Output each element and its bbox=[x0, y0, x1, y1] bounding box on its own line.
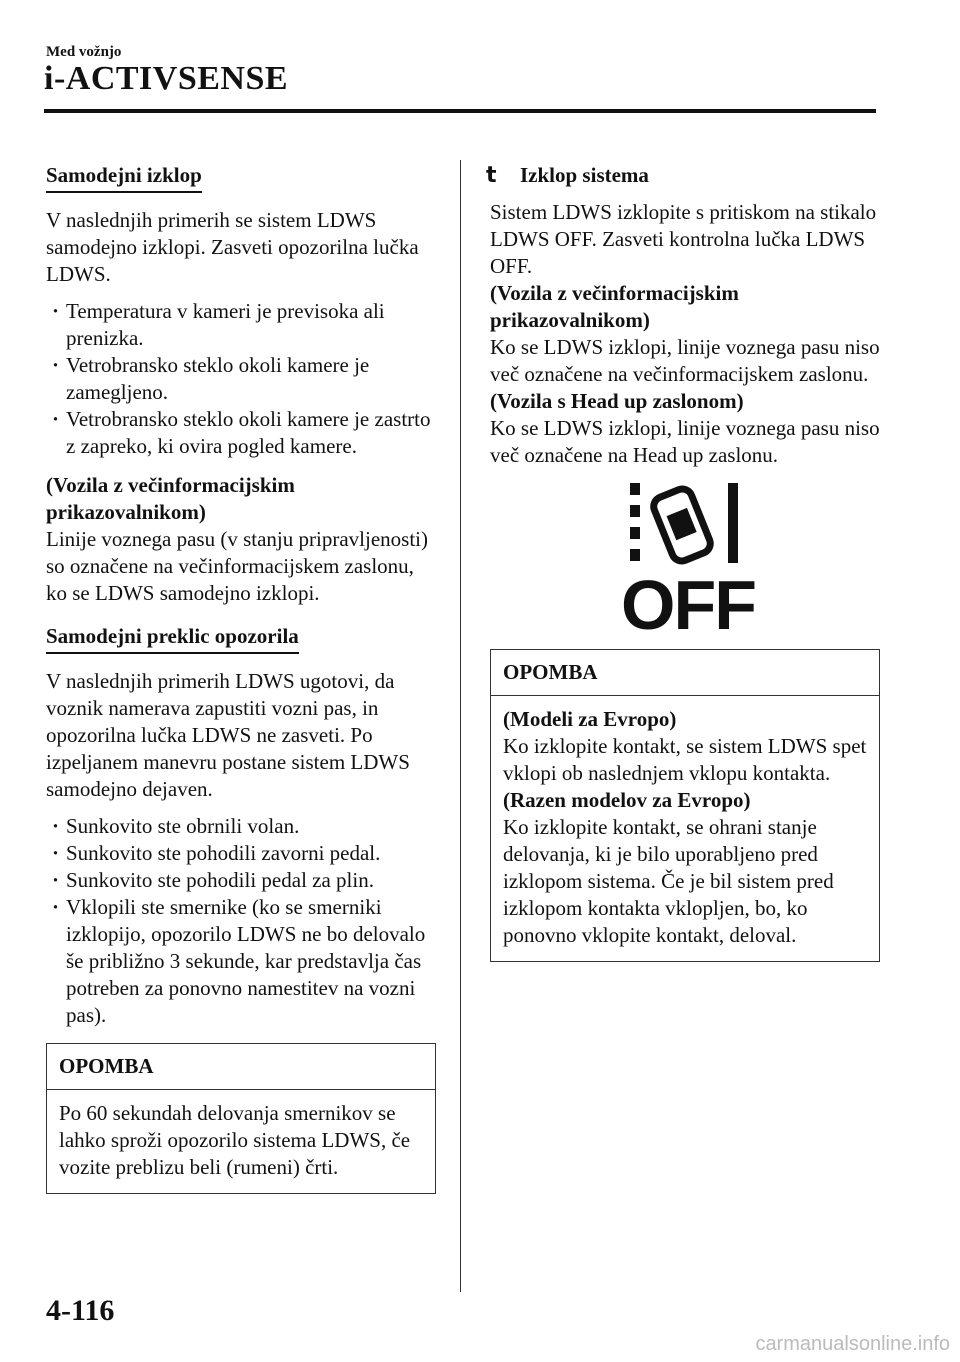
list-item: · Vetrobransko steklo okoli kamere je zastrto z zapreko, ki ovira pogled kamere. bbox=[46, 406, 436, 460]
other-label: (Razen modelov za Evropo) bbox=[503, 788, 751, 812]
list-item: · Temperatura v kameri je previsoka ali prenizka. bbox=[46, 298, 436, 352]
list-item: · Vklopili ste smernike (ko se smerniki izklopijo, opozorilo LDWS ne bo delovalo še približno 3 sekunde, kar predstavlja čas potreben za ponovno namestitev na vozni pas). bbox=[46, 894, 436, 1029]
list-item: · Sunkovito ste pohodili pedal za plin. bbox=[46, 867, 436, 894]
list-item: · Vetrobransko steklo okoli kamere je zamegljeno. bbox=[46, 352, 436, 406]
list-item: · Sunkovito ste pohodili zavorni pedal. bbox=[46, 840, 436, 867]
list-item: · Sunkovito ste obrnili volan. bbox=[46, 813, 436, 840]
v2-label: (Vozila s Head up zaslonom) bbox=[490, 389, 744, 413]
heading-warning-cancel: Samodejni preklic opozorila bbox=[46, 623, 299, 654]
heading-text: Izklop sistema bbox=[520, 163, 649, 187]
right-column bbox=[486, 162, 880, 962]
ldws-off-icon bbox=[620, 479, 760, 639]
vehicle-text: Linije voznega pasu (v stanju pripravljenosti) so označene na večinformacijskem zaslonu, ko se LDWS samodejno izklopi. bbox=[46, 527, 428, 605]
header-rule bbox=[44, 109, 876, 113]
note-body-right bbox=[491, 696, 879, 961]
heading-auto-off: Samodejni izklop bbox=[46, 162, 202, 193]
v1-label: (Vozila z večinformacijskim prikazovalnikom) bbox=[490, 281, 739, 332]
note-text: Po 60 sekundah delovanja smernikov se lahko sproži opozorilo sistema LDWS, če vozite preblizu beli (rumeni) črti. bbox=[59, 1101, 411, 1179]
icon-off-text: OFF bbox=[621, 566, 755, 639]
note-heading-right: OPOMBA bbox=[491, 650, 879, 696]
note-heading: OPOMBA bbox=[47, 1044, 435, 1090]
warning-cancel-intro: V naslednjih primerih LDWS ugotovi, da voznik namerava zapustiti vozni pas, in opozorilna lučka LDWS ne zasveti. Po izpeljanem manevru postane sistem LDWS samodejno dejaven. bbox=[46, 669, 410, 801]
section-marker: t bbox=[486, 163, 497, 188]
v1-text: Ko se LDWS izklopi, linije voznega pasu niso več označene na večinformacijskem zaslonu. bbox=[490, 335, 880, 386]
vehicle-label: (Vozila z večinformacijskim prikazovalnikom) bbox=[46, 473, 295, 524]
auto-off-intro: V naslednjih primerih se sistem LDWS samodejno izklopi. Zasveti opozorilna lučka LDWS. bbox=[46, 208, 419, 286]
system-off-intro: Sistem LDWS izklopite s pritiskom na stikalo LDWS OFF. Zasveti kontrolna lučka LDWS OFF. bbox=[490, 200, 877, 278]
europe-text: Ko izklopite kontakt, se sistem LDWS spet vklopi ob naslednjem vklopu kontakta. bbox=[503, 734, 867, 785]
section-label: Med vožnjo bbox=[46, 44, 122, 60]
watermark: carmanualsonline.info bbox=[755, 1333, 950, 1355]
auto-off-list bbox=[46, 298, 436, 460]
note-box-right bbox=[490, 649, 880, 962]
page-title: i-ACTIVSENSE bbox=[44, 60, 289, 97]
heading-system-off bbox=[486, 162, 880, 189]
warning-cancel-list bbox=[46, 813, 436, 1029]
column-divider bbox=[460, 160, 461, 1292]
europe-label: (Modeli za Evropo) bbox=[503, 707, 677, 731]
note-box bbox=[46, 1043, 436, 1194]
v2-text: Ko se LDWS izklopi, linije voznega pasu niso več označene na Head up zaslonu. bbox=[490, 416, 880, 467]
page-number: 4-116 bbox=[46, 1294, 115, 1327]
left-column bbox=[46, 162, 436, 1194]
other-text: Ko izklopite kontakt, se ohrani stanje delovanja, ki je bilo uporabljeno pred izklopom sistema. Če je bil sistem pred izklopom kontakta vklopljen, bo, ko ponovno vklopite kontakt, deloval. bbox=[503, 815, 834, 947]
